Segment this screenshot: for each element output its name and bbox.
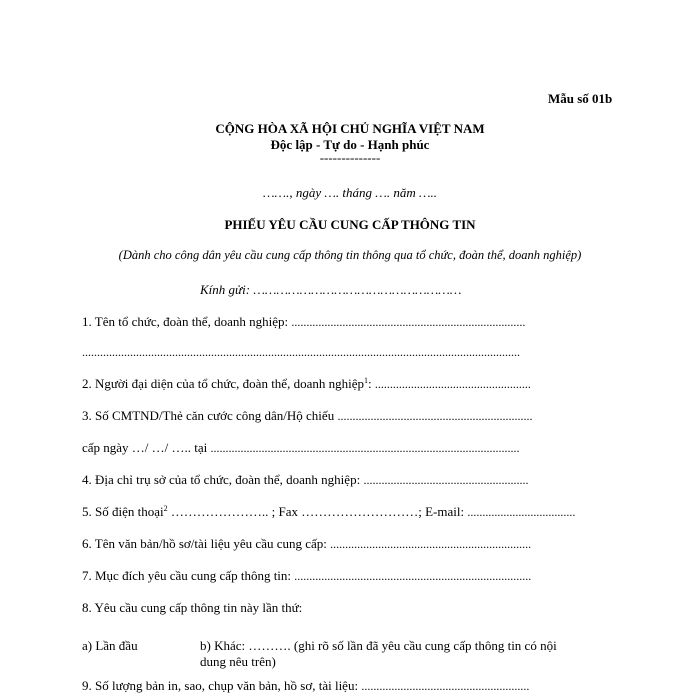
form-code: Mẫu số 01b <box>548 91 613 106</box>
field-4-label: 4. Địa chỉ trụ sở của tổ chức, đoàn thể, doanh nghiệp: <box>82 472 361 487</box>
field-7-blank[interactable]: ............................................................................... <box>294 569 532 583</box>
field-7 <box>82 568 531 584</box>
field-8-label: 8. Yêu cầu cung cấp thông tin này lần thứ: <box>82 600 303 615</box>
field-2-label: 2. Người đại diện của tổ chức, đoàn thể, doanh nghiệp <box>82 376 364 391</box>
field-3-issue-blank[interactable]: ....................................................................................................... <box>210 441 520 455</box>
addressee-row <box>200 282 461 298</box>
country-name: CỘNG HÒA XÃ HỘI CHỦ NGHĨA VIỆT NAM <box>215 121 485 136</box>
field-5-label: 5. Số điện thoại <box>82 504 164 519</box>
field-2-colon: : <box>367 376 372 391</box>
field-1-continuation[interactable]: .................................................................................................................................................. <box>82 345 520 359</box>
addressee-label: Kính gửi: <box>200 282 251 297</box>
field-5 <box>82 504 575 520</box>
field-2 <box>82 376 531 392</box>
field-6-label: 6. Tên văn bản/hồ sơ/tài liệu yêu cầu cung cấp: <box>82 536 327 551</box>
field-6-blank[interactable]: ................................................................... <box>330 537 532 551</box>
date-line: ……., ngày …. tháng …. năm ….. <box>262 185 438 200</box>
footnote-2-ref: 2 <box>163 504 168 513</box>
field-9-label: 9. Số lượng bản in, sao, chụp văn bản, hồ sơ, tài liệu: <box>82 678 359 693</box>
field-4-blank[interactable]: ....................................................... <box>363 473 529 487</box>
addressee-blank[interactable]: ……………………………………………… <box>253 282 462 297</box>
field-3-blank[interactable]: ................................................................. <box>337 409 533 423</box>
form-subtitle: (Dành cho công dân yêu cầu cung cấp thông tin thông qua tổ chức, đoàn thể, doanh nghiệp) <box>118 248 582 262</box>
header-divider: -------------- <box>319 150 381 165</box>
field-5-phone-fax-email[interactable]: ………………….. ; Fax ………………………; E-mail: <box>170 504 465 519</box>
footnote-1-ref: 1 <box>363 376 368 385</box>
field-4 <box>82 472 528 488</box>
field-1-label: 1. Tên tổ chức, đoàn thể, doanh nghiệp: <box>82 314 289 329</box>
field-2-blank[interactable]: .................................................... <box>374 377 531 391</box>
field-3-issue <box>82 440 520 456</box>
field-6 <box>82 536 531 552</box>
field-5-email-blank[interactable]: .................................... <box>467 505 576 519</box>
field-1-blank[interactable]: .............................................................................. <box>291 315 526 329</box>
field-3-issue-label: cấp ngày …/ …/ ….. tại <box>82 440 208 455</box>
field-8-option-b-cont: dung nêu trên) <box>200 654 276 669</box>
field-7-label: 7. Mục đích yêu cầu cung cấp thông tin: <box>82 568 292 583</box>
field-3-label: 3. Số CMTND/Thẻ căn cước công dân/Hộ chiếu <box>82 408 335 423</box>
form-title: PHIẾU YÊU CẦU CUNG CẤP THÔNG TIN <box>224 217 476 232</box>
national-motto: Độc lập - Tự do - Hạnh phúc <box>270 137 430 152</box>
field-1 <box>82 314 525 330</box>
field-8-option-a[interactable]: a) Lần đầu <box>82 638 138 653</box>
field-8-option-b[interactable]: b) Khác: ………. (ghi rõ số lần đã yêu cầu cung cấp thông tin có nội <box>200 638 557 653</box>
field-9-blank[interactable]: ........................................................ <box>361 679 530 693</box>
field-9 <box>82 678 529 694</box>
field-3 <box>82 408 532 424</box>
